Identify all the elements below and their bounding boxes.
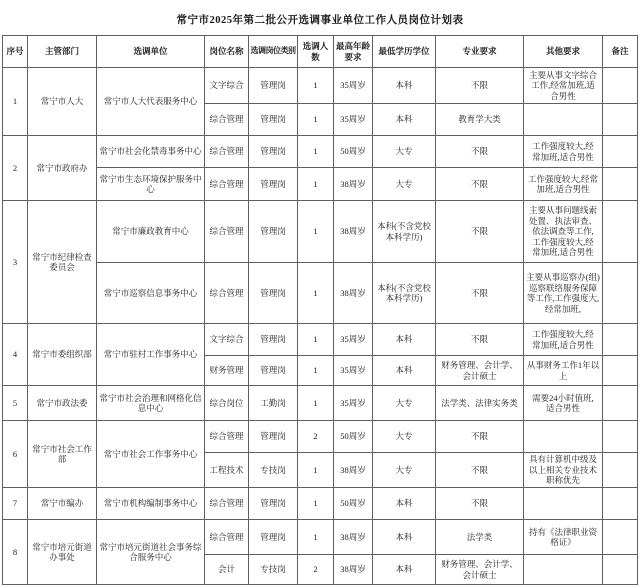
header-index: 序号 <box>3 36 28 68</box>
cell-min-education: 本科 <box>373 555 436 585</box>
cell-major-requirement: 不限 <box>436 136 524 168</box>
cell-position-name: 文字综合 <box>205 68 249 104</box>
cell-remarks <box>603 555 638 585</box>
cell-position-category: 专技岗 <box>249 555 298 585</box>
positions-table <box>2 35 638 585</box>
cell-position-name: 综合管理 <box>205 520 249 555</box>
cell-unit: 常宁市人大代表服务中心 <box>97 68 205 136</box>
cell-remarks <box>603 136 638 168</box>
cell-major-requirement: 财务管理、会计学、会计硕士 <box>436 555 524 585</box>
cell-max-age: 35周岁 <box>334 324 373 356</box>
cell-major-requirement: 不限 <box>436 201 524 263</box>
cell-remarks <box>603 263 638 324</box>
table-row <box>3 168 638 201</box>
cell-index: 4 <box>3 324 28 386</box>
cell-other-requirements: 从事财务工作1年以上 <box>524 356 603 386</box>
cell-unit: 常宁市驻村工作事务中心 <box>97 324 205 386</box>
cell-department: 常宁市政法委 <box>28 386 97 421</box>
table-row <box>3 386 638 421</box>
cell-position-name: 财务管理 <box>205 356 249 386</box>
cell-other-requirements <box>524 488 603 520</box>
cell-min-education: 大专 <box>373 168 436 201</box>
cell-remarks <box>603 104 638 136</box>
cell-min-education: 大专 <box>373 421 436 453</box>
table-row <box>3 324 638 356</box>
cell-unit: 常宁市机构编制事务中心 <box>97 488 205 520</box>
cell-max-age: 38周岁 <box>334 555 373 585</box>
cell-position-category: 管理岗 <box>249 201 298 263</box>
cell-remarks <box>603 201 638 263</box>
cell-position-category: 管理岗 <box>249 324 298 356</box>
header-unit: 选调单位 <box>97 36 205 68</box>
cell-headcount: 1 <box>298 168 334 201</box>
header-major-requirement: 专业要求 <box>436 36 524 68</box>
header-max-age: 最高年龄要求 <box>334 36 373 68</box>
cell-major-requirement: 不限 <box>436 263 524 324</box>
cell-other-requirements: 主要从事巡察办(组)巡察联络服务保障等工作,工作强度大,经常加班, <box>524 263 603 324</box>
cell-headcount: 1 <box>298 201 334 263</box>
cell-position-name: 综合管理 <box>205 104 249 136</box>
cell-unit: 常宁市社会化禁毒事务中心 <box>97 136 205 168</box>
cell-unit: 常宁市培元街道社会事务综合服务中心 <box>97 520 205 585</box>
cell-min-education: 大专 <box>373 453 436 488</box>
header-row <box>3 36 638 68</box>
cell-department: 常宁市社会工作部 <box>28 421 97 488</box>
cell-max-age: 50周岁 <box>334 136 373 168</box>
cell-position-category: 管理岗 <box>249 488 298 520</box>
cell-max-age: 35周岁 <box>334 386 373 421</box>
cell-position-name: 工程技术 <box>205 453 249 488</box>
cell-index: 6 <box>3 421 28 488</box>
cell-other-requirements: 工作强度较大,经常加班,适合男性 <box>524 136 603 168</box>
cell-max-age: 50周岁 <box>334 488 373 520</box>
cell-unit: 常宁市巡察信息事务中心 <box>97 263 205 324</box>
cell-other-requirements: 工作强度较大,经常加班,适合男性 <box>524 168 603 201</box>
table-row <box>3 520 638 555</box>
cell-max-age: 38周岁 <box>334 453 373 488</box>
cell-position-name: 会计 <box>205 555 249 585</box>
cell-position-category: 管理岗 <box>249 520 298 555</box>
table-row <box>3 136 638 168</box>
header-remarks: 备注 <box>603 36 638 68</box>
cell-position-name: 文字综合 <box>205 324 249 356</box>
cell-min-education: 本科 <box>373 68 436 104</box>
cell-index: 8 <box>3 520 28 585</box>
cell-department: 常宁市纪律检查委员会 <box>28 201 97 324</box>
cell-min-education: 本科 <box>373 488 436 520</box>
cell-remarks <box>603 453 638 488</box>
cell-position-name: 综合管理 <box>205 168 249 201</box>
cell-max-age: 38周岁 <box>334 263 373 324</box>
cell-department: 常宁市编办 <box>28 488 97 520</box>
header-other-requirements: 其他要求 <box>524 36 603 68</box>
cell-major-requirement: 法学类、法律实务类 <box>436 386 524 421</box>
cell-index: 2 <box>3 136 28 201</box>
cell-max-age: 50周岁 <box>334 421 373 453</box>
cell-position-category: 管理岗 <box>249 421 298 453</box>
cell-position-category: 专技岗 <box>249 453 298 488</box>
cell-max-age: 35周岁 <box>334 356 373 386</box>
cell-position-category: 管理岗 <box>249 68 298 104</box>
cell-min-education: 本科(不含党校本科学历) <box>373 201 436 263</box>
cell-index: 1 <box>3 68 28 136</box>
cell-position-name: 综合管理 <box>205 488 249 520</box>
header-position-name: 岗位名称 <box>205 36 249 68</box>
cell-other-requirements: 主要从事文字综合工作,经常加班,适合男性 <box>524 68 603 104</box>
cell-remarks <box>603 421 638 453</box>
cell-remarks <box>603 488 638 520</box>
cell-min-education: 大专 <box>373 136 436 168</box>
cell-other-requirements <box>524 104 603 136</box>
cell-other-requirements <box>524 555 603 585</box>
cell-headcount: 1 <box>298 453 334 488</box>
page-title: 常宁市2025年第二批公开选调事业单位工作人员岗位计划表 <box>176 15 464 26</box>
cell-position-name: 综合管理 <box>205 263 249 324</box>
table-row <box>3 488 638 520</box>
cell-min-education: 本科 <box>373 324 436 356</box>
cell-index: 5 <box>3 386 28 421</box>
cell-headcount: 1 <box>298 324 334 356</box>
cell-max-age: 35周岁 <box>334 68 373 104</box>
cell-max-age: 35周岁 <box>334 104 373 136</box>
cell-position-category: 管理岗 <box>249 356 298 386</box>
cell-major-requirement: 不限 <box>436 68 524 104</box>
header-headcount: 选调人数 <box>298 36 334 68</box>
cell-position-category: 管理岗 <box>249 168 298 201</box>
cell-remarks <box>603 168 638 201</box>
cell-headcount: 1 <box>298 104 334 136</box>
cell-major-requirement: 不限 <box>436 168 524 201</box>
cell-unit: 常宁市生态环境保护服务中心 <box>97 168 205 201</box>
cell-headcount: 1 <box>298 386 334 421</box>
cell-position-name: 综合管理 <box>205 201 249 263</box>
cell-min-education: 本科 <box>373 356 436 386</box>
cell-other-requirements: 持有《法律职业资格证》 <box>524 520 603 555</box>
cell-position-category: 工勤岗 <box>249 386 298 421</box>
cell-other-requirements: 具有计算机中级及以上相关专业技术职称优先 <box>524 453 603 488</box>
cell-index: 7 <box>3 488 28 520</box>
table-row <box>3 421 638 453</box>
cell-department: 常宁市政府办 <box>28 136 97 201</box>
cell-unit: 常宁市社会治理和网格化信息中心 <box>97 386 205 421</box>
cell-position-category: 管理岗 <box>249 263 298 324</box>
cell-department: 常宁市培元街道办事处 <box>28 520 97 585</box>
cell-major-requirement: 法学类 <box>436 520 524 555</box>
header-position-category: 选调岗位类别 <box>249 36 298 68</box>
cell-position-category: 管理岗 <box>249 104 298 136</box>
cell-headcount: 2 <box>298 421 334 453</box>
cell-remarks <box>603 68 638 104</box>
cell-major-requirement: 教育学大类 <box>436 104 524 136</box>
cell-department: 常宁市委组织部 <box>28 324 97 386</box>
cell-position-category: 管理岗 <box>249 136 298 168</box>
cell-headcount: 1 <box>298 520 334 555</box>
header-min-education: 最低学历学位 <box>373 36 436 68</box>
table-body <box>3 68 638 585</box>
cell-unit: 常宁市廉政教育中心 <box>97 201 205 263</box>
cell-headcount: 1 <box>298 68 334 104</box>
cell-remarks <box>603 356 638 386</box>
cell-headcount: 1 <box>298 136 334 168</box>
cell-unit: 常宁市社会工作事务中心 <box>97 421 205 488</box>
table-row <box>3 201 638 263</box>
cell-min-education: 本科 <box>373 520 436 555</box>
table-row <box>3 68 638 104</box>
cell-major-requirement: 不限 <box>436 488 524 520</box>
cell-position-name: 综合岗位 <box>205 386 249 421</box>
cell-department: 常宁市人大 <box>28 68 97 136</box>
table-row <box>3 263 638 324</box>
cell-min-education: 本科 <box>373 104 436 136</box>
header-department: 主管部门 <box>28 36 97 68</box>
cell-min-education: 本科(不含党校本科学历) <box>373 263 436 324</box>
cell-headcount: 2 <box>298 555 334 585</box>
cell-other-requirements: 需要24小时值班,适合男性 <box>524 386 603 421</box>
cell-major-requirement: 不限 <box>436 421 524 453</box>
cell-other-requirements: 工作强度较大,经常加班,适合男性 <box>524 324 603 356</box>
cell-index: 3 <box>3 201 28 324</box>
cell-major-requirement: 财务管理、会计学、会计硕士 <box>436 356 524 386</box>
cell-min-education: 大专 <box>373 386 436 421</box>
cell-remarks <box>603 386 638 421</box>
cell-max-age: 38周岁 <box>334 168 373 201</box>
cell-other-requirements <box>524 421 603 453</box>
cell-remarks <box>603 520 638 555</box>
cell-max-age: 38周岁 <box>334 201 373 263</box>
cell-position-name: 综合管理 <box>205 136 249 168</box>
cell-position-name: 综合管理 <box>205 421 249 453</box>
cell-remarks <box>603 324 638 356</box>
cell-headcount: 1 <box>298 488 334 520</box>
cell-major-requirement: 不限 <box>436 453 524 488</box>
cell-max-age: 38周岁 <box>334 520 373 555</box>
cell-headcount: 1 <box>298 356 334 386</box>
cell-headcount: 1 <box>298 263 334 324</box>
cell-other-requirements: 主要从事问题线索处置、执法审查、依法调查等工作,工作强度较大,经常加班,适合男性 <box>524 201 603 263</box>
cell-major-requirement: 不限 <box>436 324 524 356</box>
